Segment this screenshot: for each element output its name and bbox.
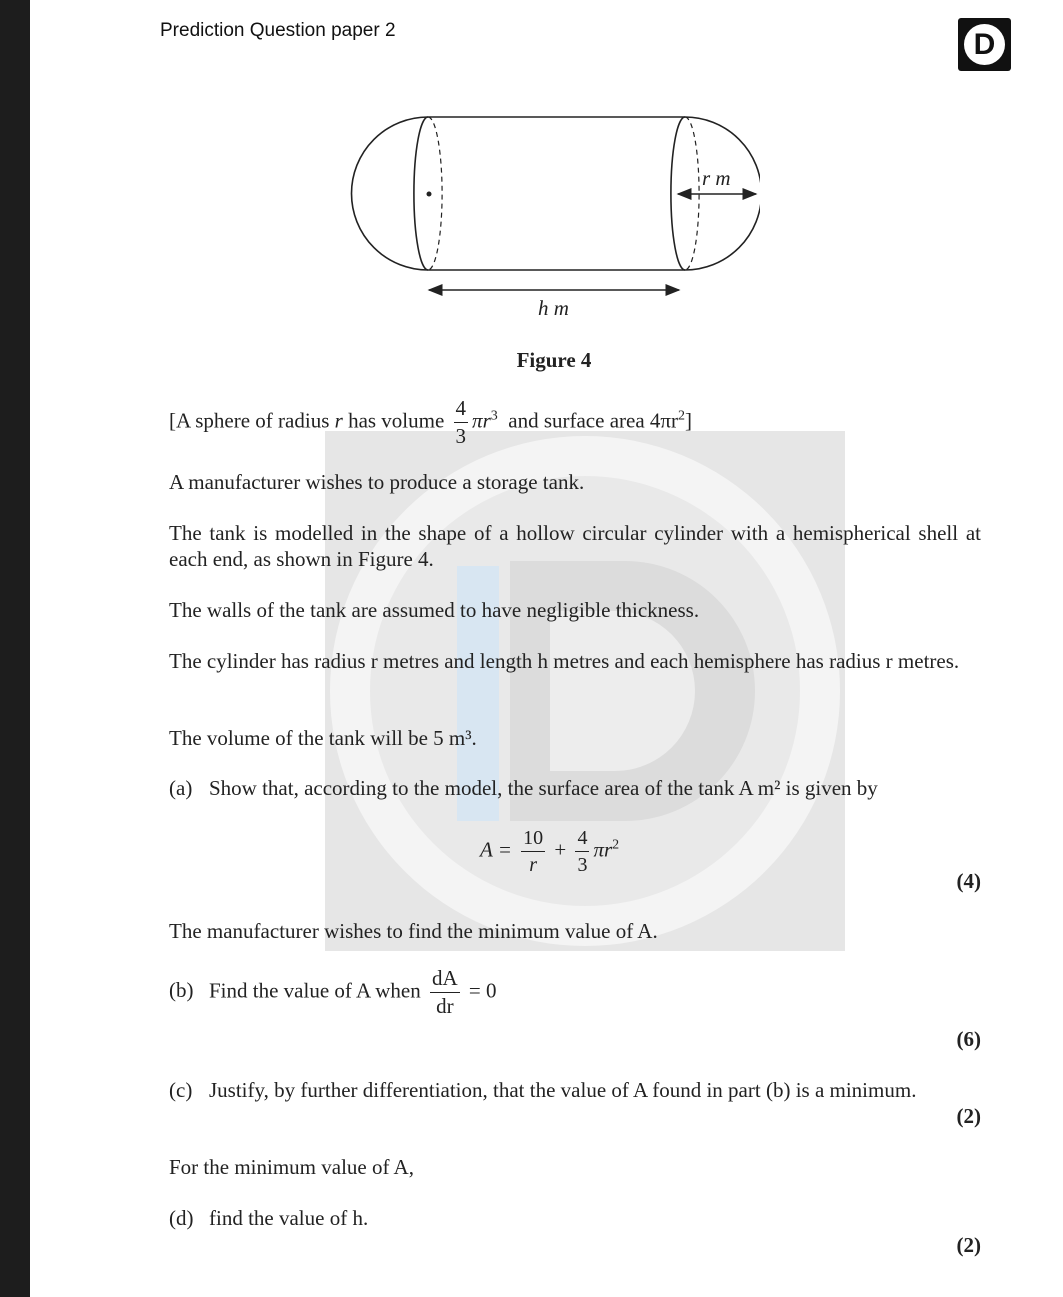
part-d-question: (d) find the value of h.: [169, 1206, 369, 1230]
sphere-fraction: $\frac{4}{3}$: [455, 396, 467, 448]
marks-part-d: (2): [956, 1233, 981, 1257]
left-centre-dot: [427, 192, 432, 197]
volume-paragraph: The volume of the tank will be 5 m³.: [169, 726, 477, 750]
for-minimum-text: For the minimum value of A,: [169, 1155, 414, 1179]
cylinder-paragraph: The cylinder has radius r metres and length h metres and each hemisphere has radius r metres.: [169, 649, 960, 673]
formula-fraction-2: $\frac{4}{3}$: [577, 827, 588, 876]
part-b-question: (b) Find the value of A when $\frac{dA}{dr}$ = 0: [169, 966, 497, 1018]
part-a-question: (a) Show that, according to the model, the surface area of the tank A m² is given by: [169, 776, 878, 800]
tank-diagram: [340, 108, 760, 328]
left-edge-bar: [0, 0, 30, 1297]
intro-paragraph: A manufacturer wishes to produce a storage tank.: [169, 470, 585, 494]
figure-caption: Figure 4: [516, 348, 592, 372]
length-label: h m: [538, 296, 569, 320]
surface-area-formula: A = $\frac{10}{r}$ + $\frac{4}{3}$ $\pi r^2$: [480, 827, 620, 876]
model-paragraph: The tank is modelled in the shape of a hollow circular cylinder with a hemispherical shell at each end, as shown in Figure 4.: [169, 521, 981, 571]
marks-part-c: (2): [956, 1104, 981, 1128]
formula-fraction-1: $\frac{10}{r}$: [523, 827, 544, 876]
derivative-fraction: $\frac{dA}{dr}$: [431, 966, 458, 1018]
part-c-question: (c) Justify, by further differentiation, that the value of A found in part (b) is a minimum.: [169, 1078, 917, 1102]
walls-paragraph: The walls of the tank are assumed to have negligible thickness.: [169, 598, 700, 622]
sphere-formula-note: [A sphere of radius r has volume $\frac{4}{3}$ $\pi r^3$ and surface area $4\pi r^2$]: [169, 396, 692, 448]
minimum-intro: The manufacturer wishes to find the minimum value of A.: [169, 919, 658, 943]
brand-logo: [958, 18, 1011, 71]
marks-part-b: (6): [956, 1027, 981, 1051]
page-header-title: Prediction Question paper 2: [160, 20, 396, 41]
logo-letter: D: [973, 28, 996, 61]
marks-part-a: (4): [956, 869, 981, 893]
radius-label: r m: [702, 166, 731, 190]
